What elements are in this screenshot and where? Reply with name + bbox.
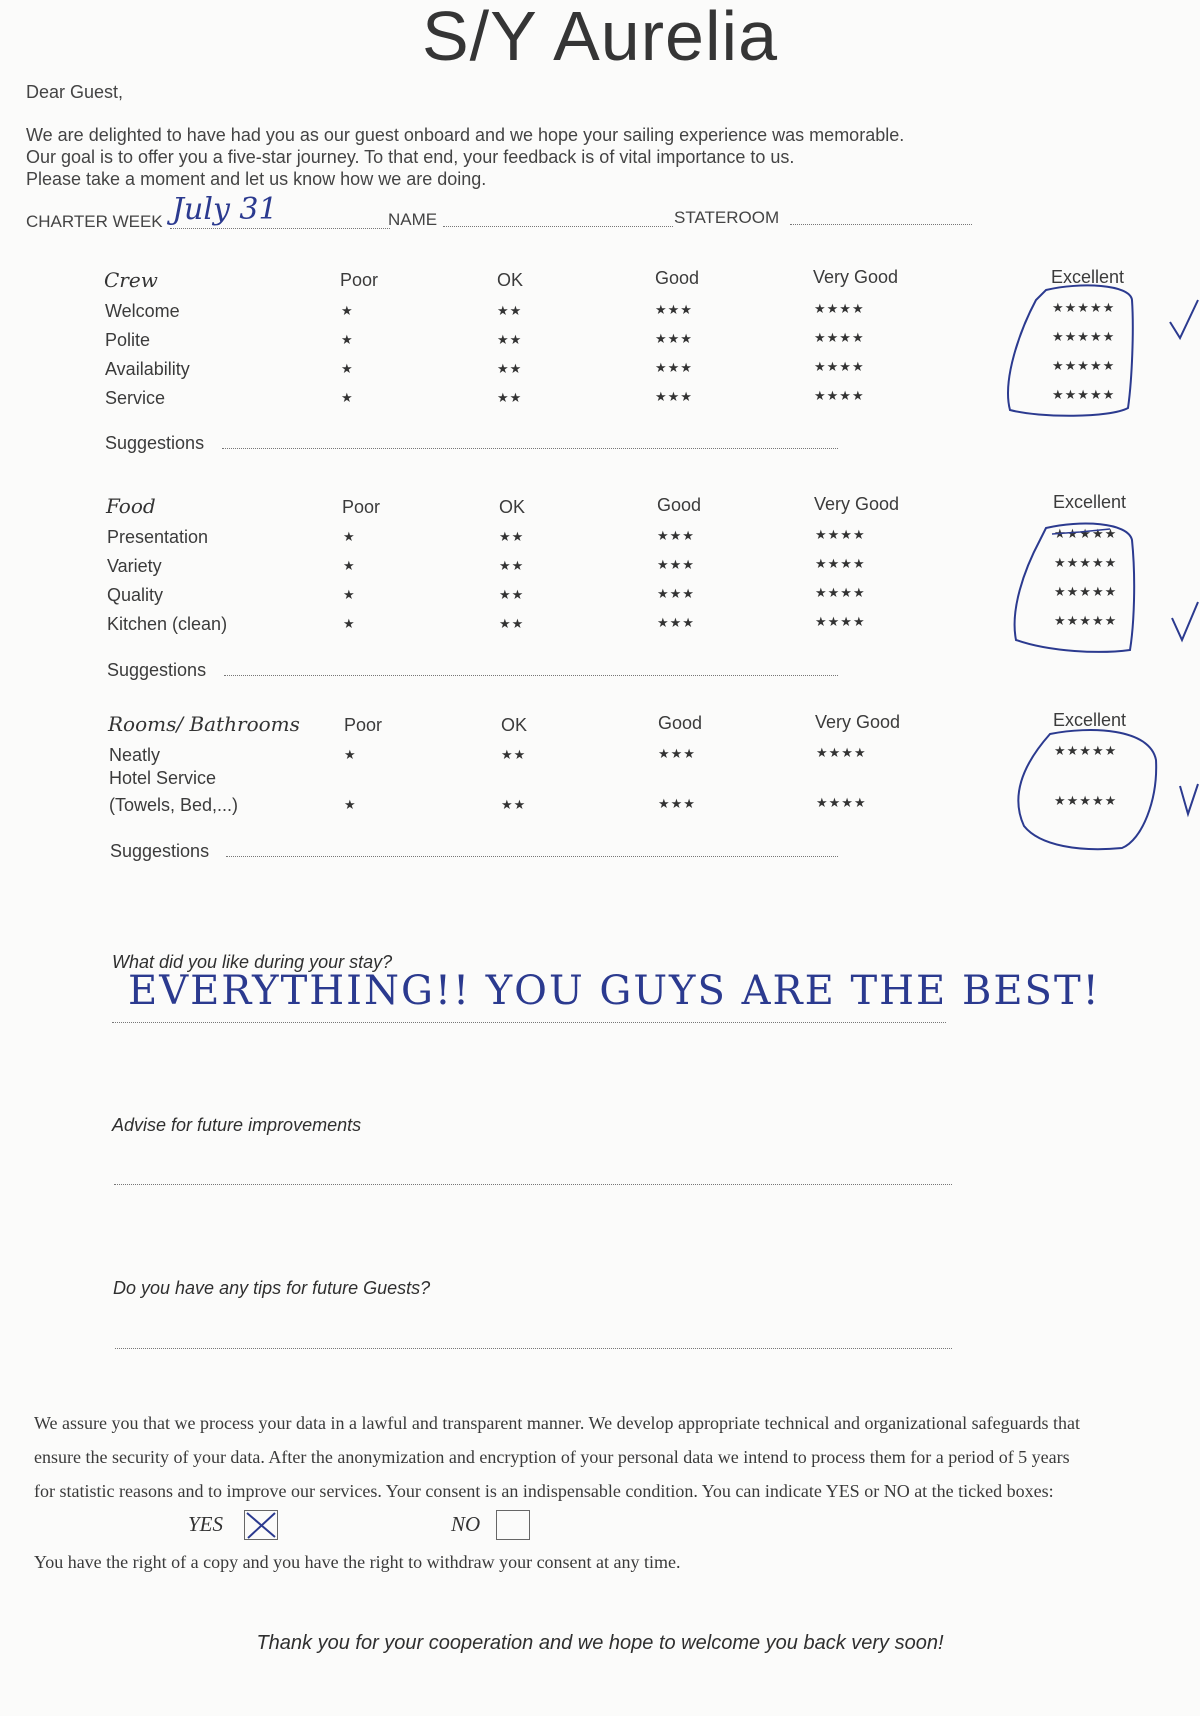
tips-answer-field[interactable] <box>115 1348 952 1349</box>
rooms-row-towels-bed: (Towels, Bed,...) <box>109 795 239 815</box>
consent-line-2: ensure the security of your data. After the anonymization and encryption of your personal data we intend to process them for a period of 5 years <box>34 1447 1070 1467</box>
yes-checkbox[interactable] <box>244 1510 278 1540</box>
no-label: NO <box>451 1512 481 1536</box>
food-star-excellent[interactable]: ★★★★★ <box>1054 555 1118 570</box>
improve-answer-field[interactable] <box>114 1184 952 1185</box>
rooms-star-excellent[interactable]: ★★★★★ <box>1054 793 1118 808</box>
stateroom-field[interactable] <box>790 224 972 225</box>
crew-row-availability: Availability <box>105 359 190 379</box>
rooms-col-excellent: Excellent <box>1053 710 1127 730</box>
crew-star-poor[interactable]: ★ <box>341 303 354 318</box>
crew-star-good[interactable]: ★★★ <box>655 302 693 317</box>
rooms-star-very-good[interactable]: ★★★★ <box>816 795 867 810</box>
crew-star-very-good[interactable]: ★★★★ <box>814 359 865 374</box>
charter-week-value: July 31 <box>172 192 278 227</box>
food-star-very-good[interactable]: ★★★★ <box>815 614 866 629</box>
crew-row-service: Service <box>105 388 166 408</box>
liked-answer: EVERYTHING!! YOU GUYS ARE THE BEST! <box>128 968 1101 1014</box>
food-section-title: Food <box>106 494 156 518</box>
food-row-variety: Variety <box>107 556 162 576</box>
food-star-excellent[interactable]: ★★★★★ <box>1054 613 1118 628</box>
check-cross-icon <box>245 1511 277 1539</box>
food-col-very-good: Very Good <box>814 494 900 514</box>
crew-star-excellent[interactable]: ★★★★★ <box>1052 387 1116 402</box>
rooms-suggestions-field[interactable] <box>226 856 838 857</box>
document-title: S/Y Aurelia <box>421 0 779 75</box>
food-star-very-good[interactable]: ★★★★ <box>815 585 866 600</box>
food-star-good[interactable]: ★★★ <box>657 557 695 572</box>
rooms-col-very-good: Very Good <box>815 712 901 732</box>
rooms-star-poor[interactable]: ★ <box>344 797 357 812</box>
crew-row-welcome: Welcome <box>105 301 180 321</box>
tips-question: Do you have any tips for future Guests? <box>113 1278 431 1298</box>
food-star-poor[interactable]: ★ <box>343 587 356 602</box>
crew-col-excellent: Excellent <box>1051 267 1125 287</box>
intro-line-3: Please take a moment and let us know how we are doing. <box>26 169 487 189</box>
rooms-col-ok: OK <box>501 715 528 735</box>
crew-col-ok: OK <box>497 270 524 290</box>
food-star-ok[interactable]: ★★ <box>499 587 525 602</box>
intro-paragraph <box>26 124 904 190</box>
name-label: NAME <box>388 210 438 229</box>
no-checkbox[interactable] <box>496 1510 530 1540</box>
crew-star-good[interactable]: ★★★ <box>655 360 693 375</box>
food-col-ok: OK <box>499 497 526 517</box>
food-star-good[interactable]: ★★★ <box>657 528 695 543</box>
consent-line-3: for statistic reasons and to improve our services. Your consent is an indispensable condition. You can indicate YES or NO at the ticked boxes: <box>34 1481 1054 1501</box>
consent-paragraph <box>34 1406 1184 1508</box>
charter-week-field[interactable] <box>170 228 390 229</box>
food-star-good[interactable]: ★★★ <box>657 586 695 601</box>
liked-question: What did you like during your stay? <box>112 952 393 972</box>
crew-star-very-good[interactable]: ★★★★ <box>814 301 865 316</box>
strike-mark-icon <box>1050 526 1112 538</box>
rooms-star-poor[interactable]: ★ <box>344 747 357 762</box>
rooms-suggestions-label: Suggestions <box>110 841 210 861</box>
stateroom-label: STATEROOM <box>674 208 780 227</box>
food-row-quality: Quality <box>107 585 164 605</box>
crew-suggestions-field[interactable] <box>222 448 838 449</box>
crew-col-poor: Poor <box>340 270 379 290</box>
intro-line-1: We are delighted to have had you as our guest onboard and we hope your sailing experience was memorable. <box>26 125 905 145</box>
food-col-good: Good <box>657 495 702 515</box>
yes-label: YES <box>188 1512 224 1536</box>
crew-star-ok[interactable]: ★★ <box>497 332 523 347</box>
crew-star-excellent[interactable]: ★★★★★ <box>1052 329 1116 344</box>
crew-star-ok[interactable]: ★★ <box>497 361 523 376</box>
rooms-col-good: Good <box>658 713 703 733</box>
food-col-poor: Poor <box>342 497 381 517</box>
food-star-ok[interactable]: ★★ <box>499 529 525 544</box>
food-col-excellent: Excellent <box>1053 492 1127 512</box>
liked-answer-field[interactable] <box>112 1022 946 1023</box>
food-star-ok[interactable]: ★★ <box>499 616 525 631</box>
food-star-excellent[interactable]: ★★★★★ <box>1054 584 1118 599</box>
crew-star-ok[interactable]: ★★ <box>497 390 523 405</box>
crew-star-good[interactable]: ★★★ <box>655 389 693 404</box>
crew-star-ok[interactable]: ★★ <box>497 303 523 318</box>
crew-star-very-good[interactable]: ★★★★ <box>814 330 865 345</box>
rooms-star-ok[interactable]: ★★ <box>501 747 527 762</box>
intro-line-2: Our goal is to offer you a five-star journey. To that end, your feedback is of vital importance to us. <box>26 147 795 167</box>
food-star-excellent[interactable]: ★★★★★ <box>1054 526 1118 541</box>
name-field[interactable] <box>443 226 673 227</box>
food-suggestions-label: Suggestions <box>107 660 207 680</box>
food-star-very-good[interactable]: ★★★★ <box>815 527 866 542</box>
rooms-star-excellent[interactable]: ★★★★★ <box>1054 743 1118 758</box>
crew-star-poor[interactable]: ★ <box>341 390 354 405</box>
crew-section-title: Crew <box>104 268 158 292</box>
food-row-presentation: Presentation <box>107 527 209 547</box>
food-check-icon <box>1172 602 1198 640</box>
food-star-poor[interactable]: ★ <box>343 616 356 631</box>
rooms-star-good[interactable]: ★★★ <box>658 746 696 761</box>
crew-star-poor[interactable]: ★ <box>341 332 354 347</box>
crew-suggestions-label: Suggestions <box>105 433 205 453</box>
food-star-very-good[interactable]: ★★★★ <box>815 556 866 571</box>
rooms-col-poor: Poor <box>344 715 383 735</box>
food-star-poor[interactable]: ★ <box>343 558 356 573</box>
food-star-poor[interactable]: ★ <box>343 529 356 544</box>
crew-col-very-good: Very Good <box>813 267 899 287</box>
rooms-section-title: Rooms/ Bathrooms <box>108 712 300 736</box>
food-row-kitchen: Kitchen (clean) <box>107 614 228 634</box>
crew-star-good[interactable]: ★★★ <box>655 331 693 346</box>
charter-week-label: CHARTER WEEK <box>26 212 163 231</box>
footer-thanks: Thank you for your cooperation and we hope to welcome you back very soon! <box>256 1632 944 1654</box>
improve-question: Advise for future improvements <box>112 1115 362 1135</box>
crew-star-excellent[interactable]: ★★★★★ <box>1052 358 1116 373</box>
rooms-row-hotel-service: Hotel Service <box>109 768 217 788</box>
rooms-star-good[interactable]: ★★★ <box>658 796 696 811</box>
crew-row-polite: Polite <box>105 330 151 350</box>
crew-star-very-good[interactable]: ★★★★ <box>814 388 865 403</box>
greeting: Dear Guest, <box>26 82 124 102</box>
crew-star-poor[interactable]: ★ <box>341 361 354 376</box>
rooms-star-very-good[interactable]: ★★★★ <box>816 745 867 760</box>
rooms-star-ok[interactable]: ★★ <box>501 797 527 812</box>
food-star-good[interactable]: ★★★ <box>657 615 695 630</box>
crew-col-good: Good <box>655 268 700 288</box>
food-suggestions-field[interactable] <box>224 675 838 676</box>
food-star-ok[interactable]: ★★ <box>499 558 525 573</box>
rooms-check-icon <box>1180 784 1198 814</box>
consent-rights: You have the right of a copy and you have the right to withdraw your consent at any time. <box>34 1552 681 1572</box>
crew-check-icon <box>1170 300 1198 338</box>
rooms-row-neatly: Neatly <box>109 745 161 765</box>
consent-line-1: We assure you that we process your data in a lawful and transparent manner. We develop appropriate technical and organizational safeguards that <box>34 1413 1081 1433</box>
crew-star-excellent[interactable]: ★★★★★ <box>1052 300 1116 315</box>
